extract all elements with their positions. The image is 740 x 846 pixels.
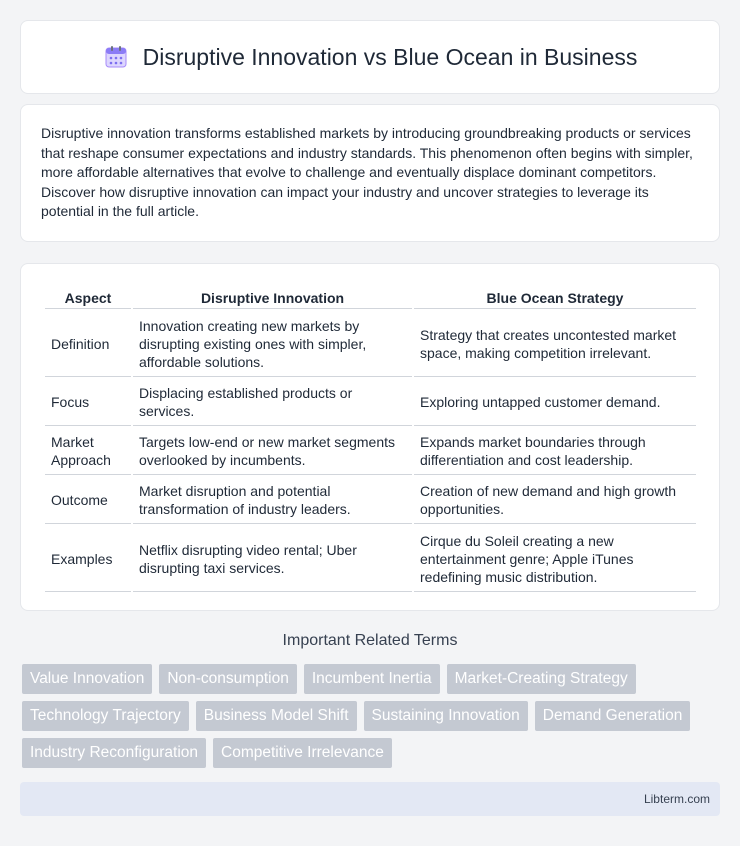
term-tag[interactable]: Value Innovation: [22, 664, 152, 694]
footer: [20, 782, 720, 816]
cell-disruptive: Targets low-end or new market segments overlooked by incumbents.: [133, 428, 412, 475]
comparison-card: [20, 263, 720, 611]
cell-aspect: Examples: [45, 526, 131, 592]
table-row: [45, 428, 696, 475]
related-terms-title: Important Related Terms: [282, 632, 458, 649]
table-row: [45, 379, 696, 426]
header-disruptive: Disruptive Innovation: [133, 286, 412, 309]
header-card: [20, 20, 720, 94]
cell-disruptive: Netflix disrupting video rental; Uber disrupting taxi services.: [133, 526, 412, 592]
header-aspect: Aspect: [45, 286, 131, 309]
table-row: [45, 311, 696, 377]
cell-aspect: Outcome: [45, 477, 131, 524]
intro-card: [20, 104, 720, 242]
table-row: [45, 477, 696, 524]
cell-aspect: Definition: [45, 311, 131, 377]
table-row: [45, 526, 696, 592]
cell-blue-ocean: Strategy that creates uncontested market space, making competition irrelevant.: [414, 311, 696, 377]
cell-aspect: Market Approach: [45, 428, 131, 475]
term-tag[interactable]: Technology Trajectory: [22, 701, 189, 731]
term-tag[interactable]: Incumbent Inertia: [304, 664, 440, 694]
header-blue-ocean: Blue Ocean Strategy: [414, 286, 696, 309]
cell-blue-ocean: Expands market boundaries through differentiation and cost leadership.: [414, 428, 696, 475]
related-terms-list: [22, 664, 722, 768]
cell-disruptive: Displacing established products or services.: [133, 379, 412, 426]
term-tag[interactable]: Industry Reconfiguration: [22, 738, 206, 768]
cell-disruptive: Market disruption and potential transformation of industry leaders.: [133, 477, 412, 524]
term-tag[interactable]: Market-Creating Strategy: [447, 664, 636, 694]
cell-blue-ocean: Creation of new demand and high growth opportunities.: [414, 477, 696, 524]
term-tag[interactable]: Business Model Shift: [196, 701, 357, 731]
cell-aspect: Focus: [45, 379, 131, 426]
comparison-table: [43, 284, 698, 594]
page-title: Disruptive Innovation vs Blue Ocean in Business: [142, 43, 638, 70]
cell-blue-ocean: Cirque du Soleil creating a new entertainment genre; Apple iTunes redefining music distribution.: [414, 526, 696, 592]
term-tag[interactable]: Competitive Irrelevance: [213, 738, 392, 768]
footer-site-link[interactable]: Libterm.com: [643, 792, 710, 806]
cell-blue-ocean: Exploring untapped customer demand.: [414, 379, 696, 426]
intro-text: Disruptive innovation transforms established markets by introducing groundbreaking products or services that reshape consumer expectations and industry standards. This phenomenon often begins with simpler, more affordable alternatives that evolve to challenge and eventually displace dominant competitors. Discover how disruptive innovation can impact your industry and uncover strategies to leverage its potential in the full article.: [41, 125, 693, 219]
calendar-icon: [103, 44, 129, 70]
term-tag[interactable]: Demand Generation: [535, 701, 691, 731]
table-header-row: [45, 286, 696, 309]
cell-disruptive: Innovation creating new markets by disrupting existing ones with simpler, affordable solutions.: [133, 311, 412, 377]
term-tag[interactable]: Non-consumption: [159, 664, 296, 694]
term-tag[interactable]: Sustaining Innovation: [364, 701, 528, 731]
